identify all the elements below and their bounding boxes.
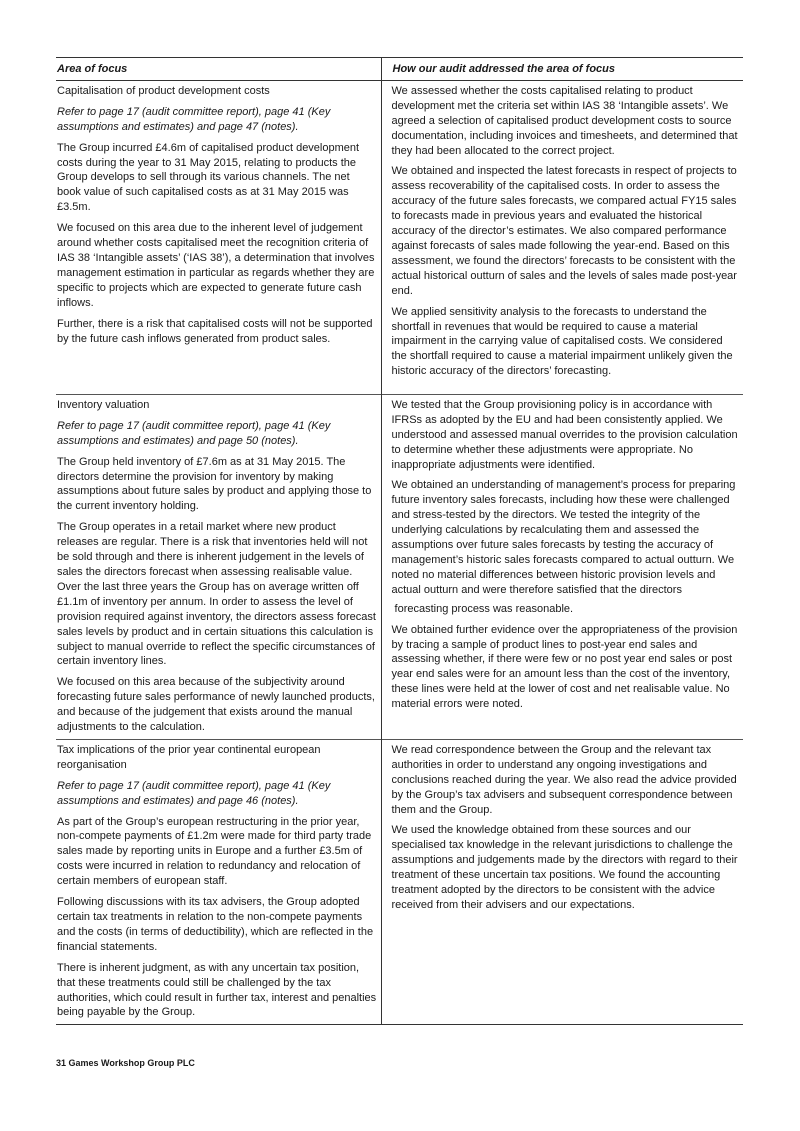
- response-paragraph: We applied sensitivity analysis to the forecasts to understand the shortfall in revenues that would be required to cause a material impairment in the carrying value of capitalised costs. We considered the shortfall required to cause a material impairment unlikely given the historic accuracy of the directors’ forecasting.: [391, 305, 733, 378]
- focus-paragraph: We focused on this area because of the subjectivity around forecasting future sales performance of newly launched products, and because of the judgement that exists around the manual adjustments to the calculation.: [57, 676, 375, 734]
- header-area-of-focus: Area of focus: [57, 63, 128, 75]
- response-paragraph: We assessed whether the costs capitalised relating to product development met the criteria set within IAS 38 ‘Intangible assets’. We agreed a selection of capitalised product development costs to source documentation, including invoices and timesheets, and determined that they had been allocated to the correct project.: [391, 84, 738, 157]
- focus-title: Capitalisation of product development costs: [57, 84, 270, 97]
- audit-response-cell: [381, 80, 743, 394]
- area-of-focus-cell: [56, 394, 381, 739]
- table-row: [56, 394, 743, 739]
- focus-title: Inventory valuation: [57, 398, 150, 411]
- key-audit-matters-table: [56, 57, 743, 1025]
- focus-reference: Refer to page 17 (audit committee report), page 41 (Key assumptions and estimates) and page 50 (notes).: [57, 419, 331, 447]
- response-paragraph: We read correspondence between the Group and the relevant tax authorities in order to understand any ongoing investigations and conclusions reached during the year. We also read the advice provided by the Group’s tax advisers and subsequent correspondence between them and the Group.: [391, 743, 737, 816]
- focus-paragraph: Following discussions with its tax advisers, the Group adopted certain tax treatments in relation to the non-compete payments and the costs (in terms of deductibility), which are reflected in the financial statements.: [57, 896, 374, 953]
- focus-paragraph: The Group operates in a retail market where new product releases are regular. There is a risk that inventories held will not be sold through and there is inherent judgement in the levels of sales the directors forecast when assessing realisable value. Over the last three years the Group has on average written off £1.1m of inventory per annum. In order to assess the level of provision required against inventory, the directors assess forecast sales levels by product and in certain situations this calculation is subject to manual override to reflect the specific circumstances of certain inventory lines.: [57, 521, 376, 668]
- area-of-focus-cell: [56, 80, 381, 394]
- focus-paragraph: The Group incurred £4.6m of capitalised product development costs during the year to 31 May 2015, relating to products the Group develops to sell through its various channels. The net book value of such capitalised costs as at 31 May 2015 was £3.5m.: [57, 141, 360, 214]
- area-of-focus-cell: [56, 739, 381, 1024]
- focus-paragraph: The Group held inventory of £7.6m as at 31 May 2015. The directors determine the provision for inventory by making assumptions about future sales by product and applying those to the current inventory holding.: [57, 455, 372, 513]
- audit-response-cell: [381, 394, 743, 739]
- audit-response-cell: [381, 739, 743, 1024]
- response-paragraph: We tested that the Group provisioning policy is in accordance with IFRSs as adopted by the EU and had been consistently applied. We understood and assessed manual overrides to the provision calculation to determine whether these adjustments were appropriate. No inappropriate adjustments were identified.: [391, 398, 738, 471]
- response-paragraph: We obtained and inspected the latest forecasts in respect of projects to assess recoverability of the capitalised costs. In order to assess the accuracy of the future sales forecasts, we compared actual FY15 sales to forecasts made in previous years and evaluated the historical accuracy of the director’s estimates. We also compared performance against forecasts of sales made following the year-end. Based on this assessment, we found the directors’ forecasts to be consistent with the actual historical outturn of sales and the levels of sales made post-year end.: [391, 165, 737, 297]
- table-row: [56, 739, 743, 1024]
- response-paragraph: We obtained further evidence over the appropriateness of the provision by tracing a sample of product lines to post-year end sales and assessing whether, if there were few or no post year end sales or post year end sales were for an amount less than the cost of the inventory, these lines were held at the lower of cost and net realisable value. No material errors were noted.: [391, 623, 738, 711]
- response-paragraph: We obtained an understanding of management’s process for preparing future inventory sales forecasts, including how these were challenged and stress-tested by the directors. We tested the integrity of the underlying calculations by recalculating them and assessed the assumptions over future sales forecasts by testing the accuracy of management’s historic sales forecasts compared to actual outturn. We noted no material differences between historic provision levels and actual outturn and were therefore satisfied that the directors: [391, 479, 736, 596]
- focus-paragraph: As part of the Group’s european restructuring in the prior year, non-compete payments of £1.2m were made for third party trade sales made by reporting units in Europe and a further £3.5m of costs were incurred in relation to redundancy and relocation of certain members of european staff.: [57, 815, 372, 888]
- audit-focus-page: [56, 57, 743, 1025]
- table-row: [56, 80, 743, 394]
- focus-paragraph: We focused on this area due to the inherent level of judgement around whether costs capitalised meet the recognition criteria of IAS 38 ‘Intangible assets’ (‘IAS 38’), a determination that involves management estimation in particular as regards whether they are specific to projects which are expected to generate future cash inflows.: [57, 222, 375, 309]
- focus-title: Tax implications of the prior year continental european reorganisation: [57, 743, 321, 771]
- response-paragraph: We used the knowledge obtained from these sources and our specialised tax knowledge in the relevant jurisdictions to challenge the assumptions and judgements made by the directors with regard to their treatment of these uncertain tax positions. We found the accounting treatment adopted by the directors to be consistent with the advice received from their advisers and our expectations.: [391, 824, 738, 911]
- response-paragraph: forecasting process was reasonable.: [391, 602, 574, 615]
- focus-reference: Refer to page 17 (audit committee report), page 41 (Key assumptions and estimates) and page 46 (notes).: [57, 779, 331, 807]
- page-footer: 31 Games Workshop Group PLC: [56, 1058, 195, 1068]
- focus-reference: Refer to page 17 (audit committee report), page 41 (Key assumptions and estimates) and page 47 (notes).: [57, 105, 331, 133]
- table-header-row: [56, 58, 743, 81]
- focus-paragraph: There is inherent judgment, as with any uncertain tax position, that these treatments could still be challenged by the tax authorities, which could result in further tax, interest and penalties being payable by the Group.: [57, 961, 377, 1019]
- focus-paragraph: Further, there is a risk that capitalised costs will not be supported by the future cash inflows generated from product sales.: [57, 317, 373, 345]
- header-how-addressed: How our audit addressed the area of focus: [381, 58, 743, 81]
